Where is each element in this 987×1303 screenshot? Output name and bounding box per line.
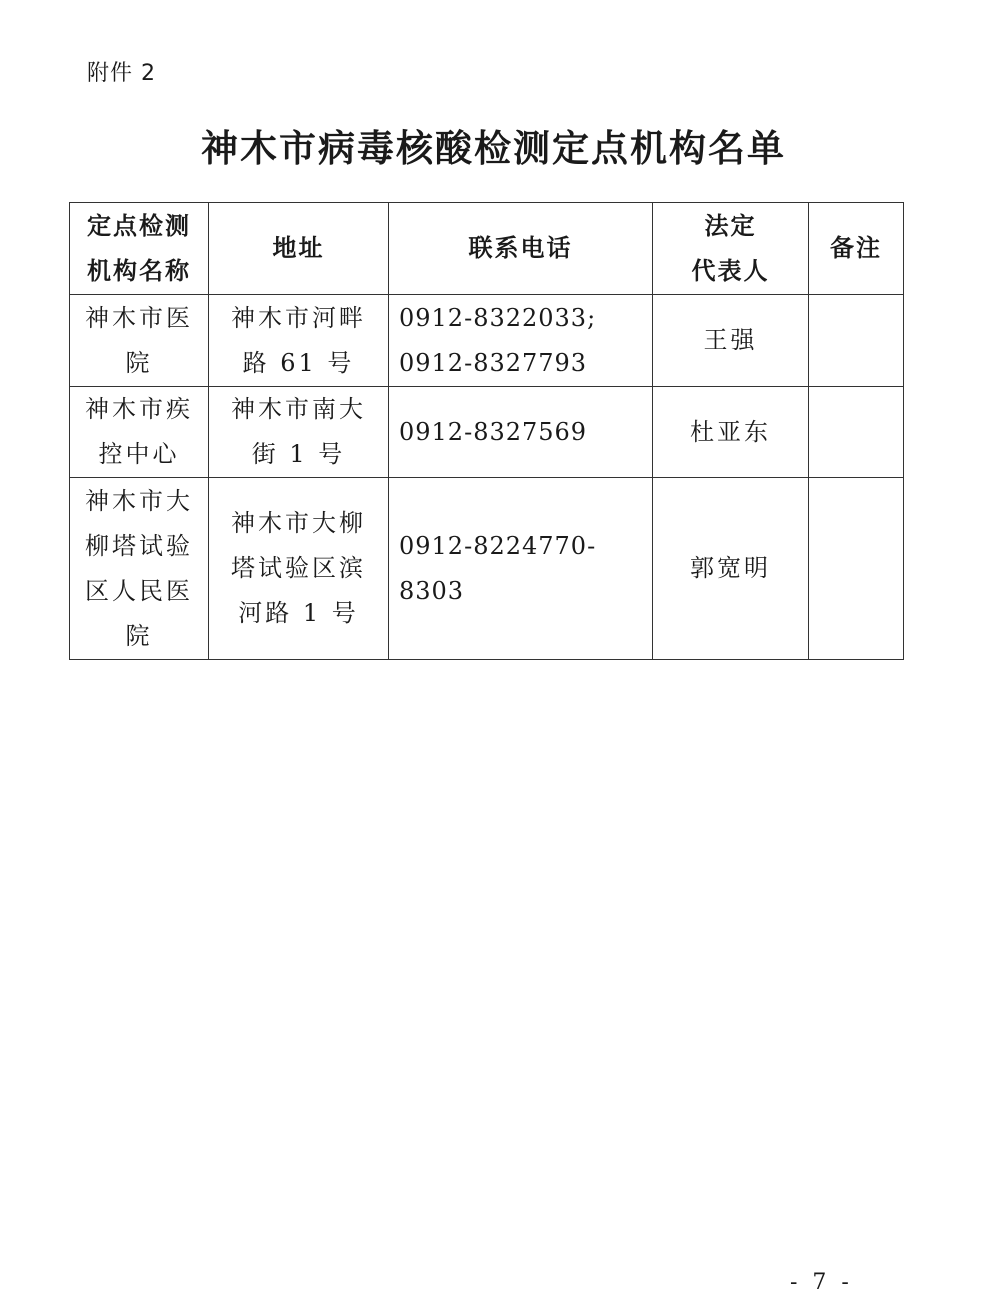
address-cell: 神木市南大 街 1 号 (209, 387, 389, 478)
document-title: 神木市病毒核酸检测定点机构名单 (201, 127, 786, 170)
remarks-cell (809, 478, 904, 660)
legal-representative-cell: 杜亚东 (653, 387, 809, 478)
legal-representative-cell: 郭宽明 (653, 478, 809, 660)
table-row (70, 478, 904, 660)
phone-cell: 0912-8224770-8303 (389, 478, 653, 660)
address-cell: 神木市大柳 塔试验区滨 河路 1 号 (209, 478, 389, 660)
testing-institutions-table (69, 202, 904, 660)
header-phone: 联系电话 (389, 203, 653, 295)
institution-name-cell: 神木市医 院 (70, 295, 209, 387)
header-institution-name: 定点检测 机构名称 (70, 203, 209, 295)
legal-representative-cell: 王强 (653, 295, 809, 387)
remarks-cell (809, 387, 904, 478)
institution-name-cell: 神木市疾 控中心 (70, 387, 209, 478)
remarks-cell (809, 295, 904, 387)
address-cell: 神木市河畔 路 61 号 (209, 295, 389, 387)
table-row (70, 295, 904, 387)
institution-name-cell: 神木市大 柳塔试验 区人民医 院 (70, 478, 209, 660)
attachment-label: 附件 2 (87, 61, 156, 86)
phone-cell: 0912-8322033; 0912-8327793 (389, 295, 653, 387)
header-remarks: 备注 (809, 203, 904, 295)
header-legal-representative: 法定 代表人 (653, 203, 809, 295)
header-row (70, 203, 904, 295)
page-number: - 7 - (790, 1270, 853, 1295)
phone-cell: 0912-8327569 (389, 387, 653, 478)
table-row (70, 387, 904, 478)
header-address: 地址 (209, 203, 389, 295)
